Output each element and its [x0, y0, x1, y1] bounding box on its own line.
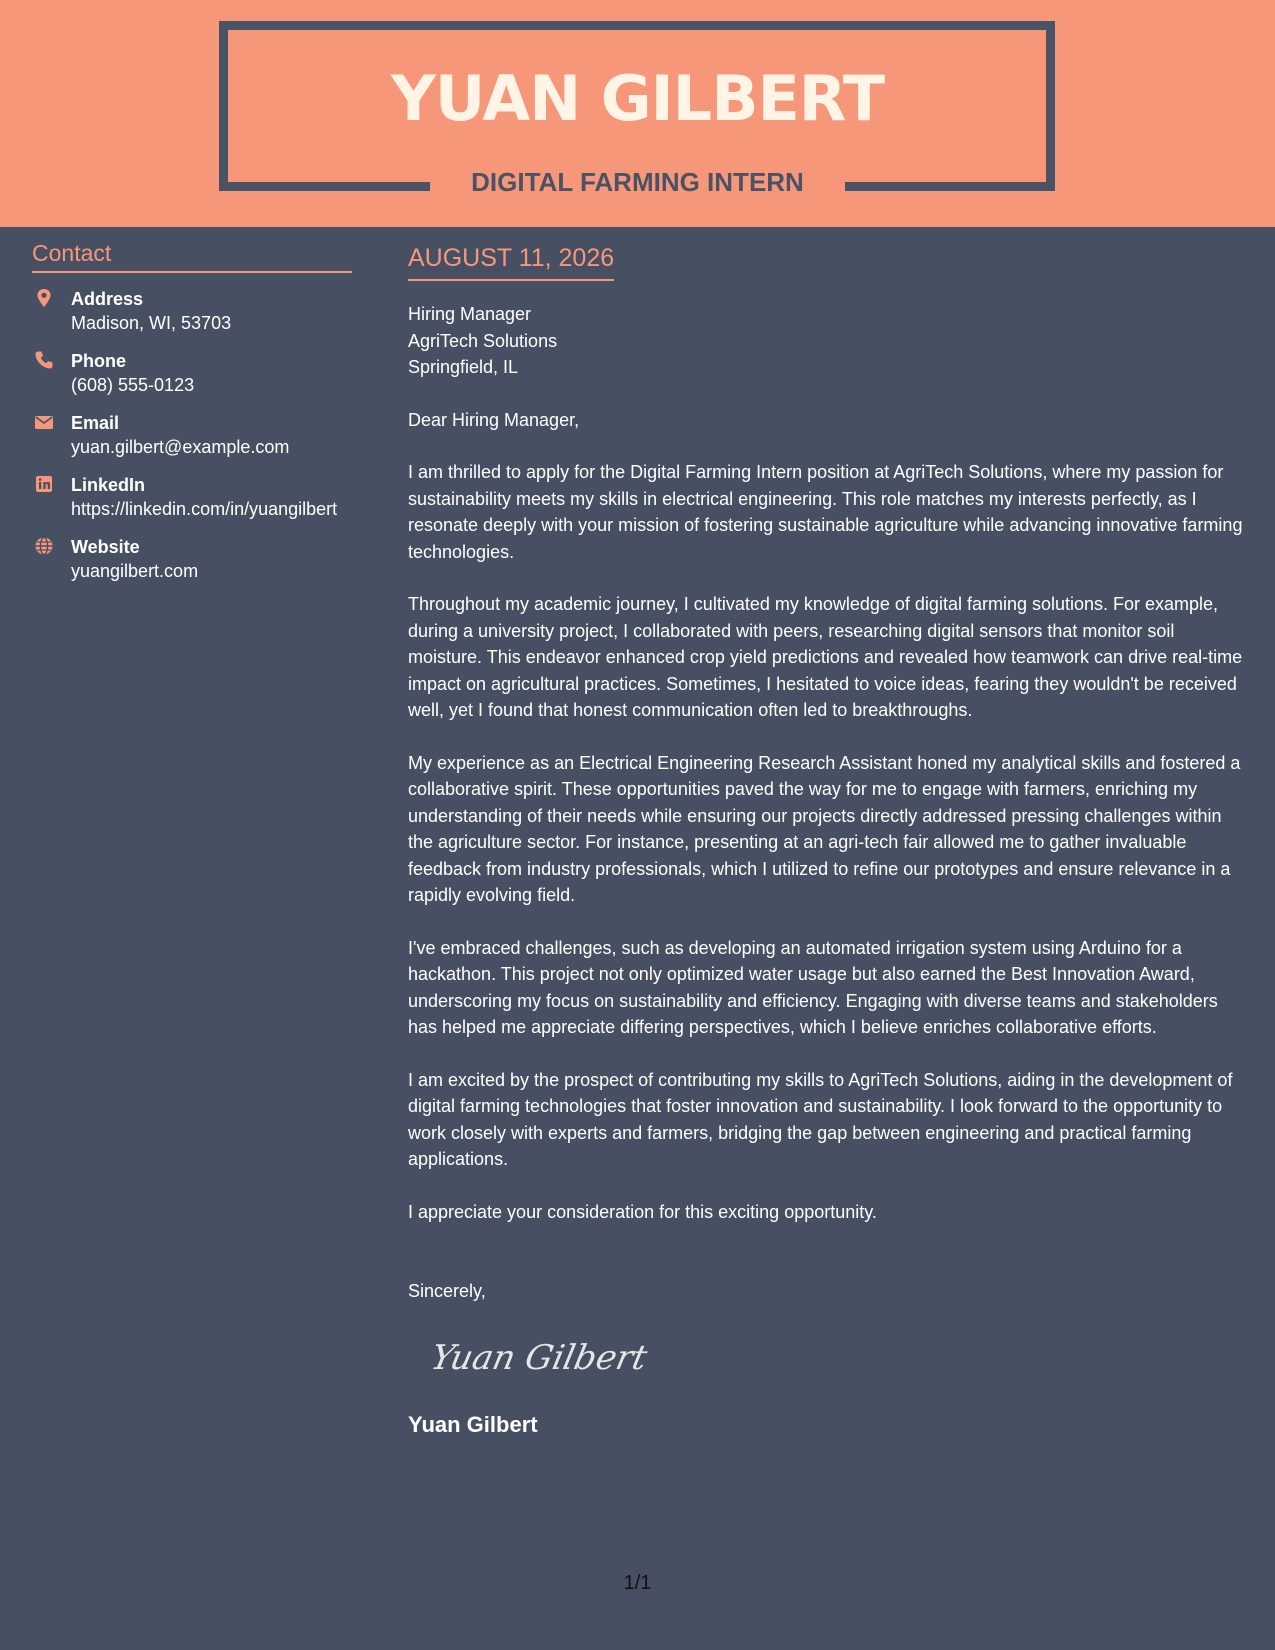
recipient-line: AgriTech Solutions — [408, 330, 558, 351]
contact-heading: Contact — [32, 240, 352, 273]
linkedin-icon — [34, 474, 54, 494]
recipient-block — [408, 301, 1243, 381]
letter-body — [408, 244, 1243, 1438]
contact-website — [32, 535, 352, 583]
contact-phone — [32, 349, 352, 397]
applicant-name: YUAN GILBERT — [390, 62, 885, 135]
job-title: DIGITAL FARMING INTERN — [471, 167, 804, 197]
closing: Sincerely, — [408, 1281, 486, 1301]
contact-label: Website — [71, 537, 140, 557]
contact-linkedin — [32, 473, 352, 521]
map-pin-icon — [34, 288, 54, 308]
letter-paragraph: I am thrilled to apply for the Digital Farming Intern position at AgriTech Solutions, where my passion for sustainability meets my skills in electrical engineering. This role matches my interests perfectly, as I resonate deeply with your mission of fostering sustainable agriculture while advancing innovative farming technologies. — [408, 462, 1243, 562]
contact-label: Phone — [71, 351, 127, 371]
contact-label: Email — [71, 413, 120, 433]
header-banner — [0, 0, 1275, 227]
envelope-icon — [34, 412, 54, 432]
phone-icon — [34, 350, 54, 370]
signature-text: Yuan Gilbert — [430, 1337, 651, 1378]
contact-value: yuangilbert.com — [71, 561, 199, 581]
page-indicator: 1/1 — [623, 1572, 652, 1594]
recipient-line: Hiring Manager — [408, 304, 532, 324]
letter-paragraph: Throughout my academic journey, I cultivated my knowledge of digital farming solutions. For example, during a university project, I collaborated with peers, researching digital sensors that monitor soil moisture. This endeavor enhanced crop yield predictions and revealed how teamwork can drive real-time impact on agricultural practices. Sometimes, I hesitated to voice ideas, fearing they wouldn't be received well, yet I found that honest communication often led to breakthroughs. — [408, 594, 1243, 720]
letter-paragraph: My experience as an Electrical Engineering Research Assistant honed my analytical skills and fostered a collaborative spirit. These opportunities paved the way for me to engage with farmers, enriching my understanding of their needs while ensuring our projects directly addressed pressing challenges within the agriculture sector. For instance, presenting at an agri-tech fair allowed me to gather invaluable feedback from industry professionals, which I utilized to refine our prototypes and ensure relevance in a rapidly evolving field. — [408, 752, 1241, 905]
contact-value: Madison, WI, 53703 — [71, 313, 232, 333]
salutation: Dear Hiring Manager, — [408, 409, 580, 430]
contact-email — [32, 411, 352, 459]
contact-sidebar — [32, 240, 352, 583]
letter-date: AUGUST 11, 2026 — [408, 244, 614, 281]
globe-icon — [34, 536, 54, 556]
contact-value: (608) 555-0123 — [71, 375, 195, 395]
letter-paragraph: I appreciate your consideration for this exciting opportunity. — [408, 1201, 877, 1222]
contact-value: https://linkedin.com/in/yuangilbert — [71, 499, 338, 519]
handwritten-signature — [430, 1327, 660, 1387]
recipient-line: Springfield, IL — [408, 357, 519, 377]
letter-paragraph: I am excited by the prospect of contributing my skills to AgriTech Solutions, aiding in the development of digital farming technologies that foster innovation and sustainability. I look forward to the opportunity to work closely with experts and farmers, bridging the gap between engineering and practical farming applications. — [408, 1069, 1233, 1169]
letter-paragraph: I've embraced challenges, such as developing an automated irrigation system using Arduino for a hackathon. This project not only optimized water usage but also earned the Best Innovation Award, underscoring my focus on sustainability and efficiency. Engaging with diverse teams and stakeholders has helped me appreciate differing perspectives, which I believe enriches collaborative efforts. — [408, 937, 1218, 1037]
contact-label: Address — [71, 289, 144, 309]
contact-address — [32, 287, 352, 335]
contact-value: yuan.gilbert@example.com — [71, 437, 290, 457]
contact-label: LinkedIn — [71, 475, 146, 495]
signed-name: Yuan Gilbert — [408, 1411, 538, 1437]
